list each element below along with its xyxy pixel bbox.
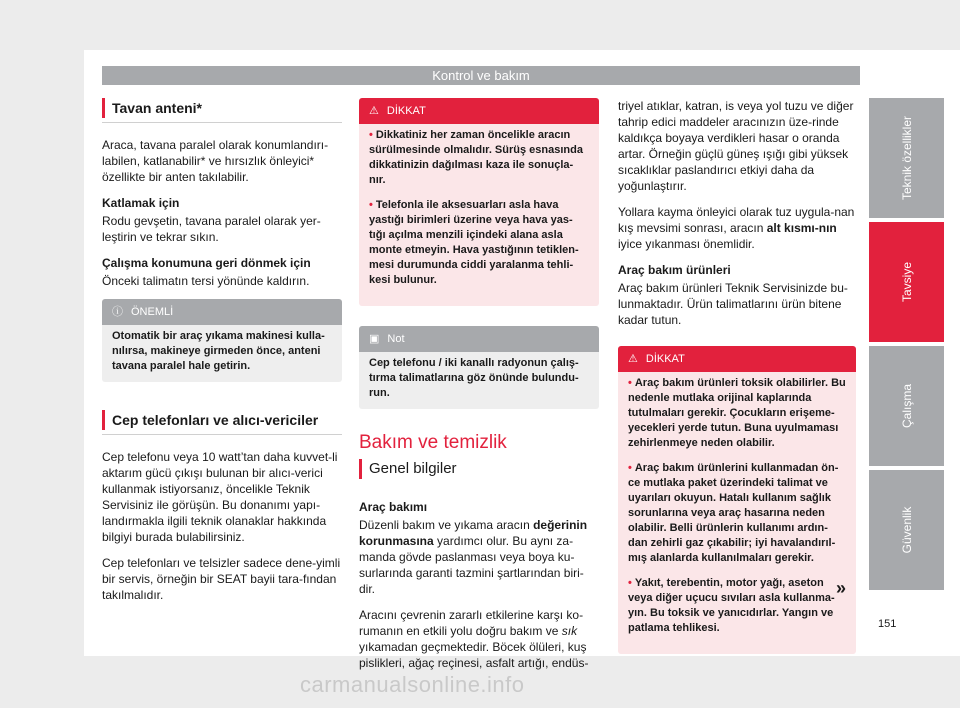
paragraph: Aracını çevrenin zararlı etkilerine karşı ko-rumanın en etkili yolu doğru bakım ve sık yıkamadan geçmektedir. Böcek ölüleri, kuş pislikleri, ağaç reçinesi, asfalt artığı, endüs- <box>359 608 589 670</box>
section-title-genel-bilgiler: Genel bilgiler <box>359 459 599 483</box>
page-number: 151 <box>878 618 897 630</box>
warning-box <box>359 98 599 306</box>
subheading-katlamak: Katlamak için <box>102 196 180 210</box>
warning-item: • Telefonla ile aksesuarları asla hava yastığı birimleri üzerine veya hava yas-tığı açılma menzili içindeki alana asla monte etmeyin. Hava yastığının tetiklen-mesi durumunda ciddi yaralanma tehli-kesi bulunur. <box>369 199 579 286</box>
note-header <box>359 326 599 352</box>
section-title-cep-telefonlari: Cep telefonları ve alıcı-vericiler <box>102 410 342 435</box>
section-title-tavan-anteni: Tavan anteni* <box>102 98 342 123</box>
warning-box <box>618 346 856 654</box>
warning-label: DİKKAT <box>645 353 685 365</box>
paragraph: Araca, tavana paralel olarak konumlandırı-labilen, katlanabilir* ve hırsızlık önleyici* özellikte bir anten takılabilir. <box>102 138 329 184</box>
important-text: Otomatik bir araç yıkama makinesi kulla-nılırsa, makineye girmeden önce, anteni tavana paralel hale getirin. <box>102 325 342 382</box>
paragraph: Önceki talimatın tersi yönünde kaldırın. <box>102 274 310 288</box>
warning-header <box>359 98 599 124</box>
watermark: carmanualsonline.info <box>300 672 525 697</box>
warning-triangle-icon: ⚠ <box>628 353 638 365</box>
column-3 <box>618 98 856 668</box>
subheading-calisma: Çalışma konumuna geri dönmek için <box>102 256 311 270</box>
warning-item: • Dikkatiniz her zaman öncelikle aracın sürülmesinde olmalıdır. Sürüş esnasında dikkatinizin dağılması kaza ile sonuçla-nır. <box>369 129 583 186</box>
warning-body <box>359 124 599 306</box>
paragraph: Rodu gevşetin, tavana paralel olarak yer-leştirin ve tekrar sıkın. <box>102 214 321 244</box>
paragraph: Cep telefonları ve telsizler sadece dene-yimli bir servis, örneğin bir SEAT bayii tara-fından takılmalıdır. <box>102 556 341 602</box>
continue-arrow-icon: » <box>836 578 847 598</box>
tab-guvenlik[interactable]: Güvenlik <box>869 470 944 590</box>
page-header: Kontrol ve bakım <box>102 66 860 85</box>
warning-triangle-icon: ⚠ <box>369 105 379 117</box>
column-1 <box>102 98 342 613</box>
info-circle-icon: ⓘ <box>112 306 123 318</box>
important-box <box>102 299 342 382</box>
note-text: Cep telefonu / iki kanallı radyonun çalış-tırma talimatlarına göz önünde bulundu-run. <box>359 352 599 409</box>
column-2 <box>359 98 599 681</box>
important-label: ÖNEMLİ <box>131 306 174 318</box>
paragraph: Düzenli bakım ve yıkama aracın değerinin korunmasına yardımcı olur. Bu aynı za-manda gövde paslanması veya boya ku-surlarında garanti tazmini şartlarından biri-dir. <box>359 518 588 596</box>
warning-header <box>618 346 856 372</box>
note-icon: ▣ <box>369 333 380 345</box>
paragraph: Cep telefonu veya 10 watt’tan daha kuvvet-li aktarım gücü çıkışı bulunan bir alıcı-verici kullanmak istiyorsanız, öncelikle Teknik Servisiniz ile görüşün. Bu donanımı yapı-landırmakla ilgili teknik olanaklar hakkında bilgiyi burada bulabilirsiniz. <box>102 450 338 544</box>
tab-teknik-ozellikler[interactable]: Teknik özellikler <box>869 98 944 218</box>
subheading-arac-bakimi: Araç bakımı <box>359 500 428 514</box>
paragraph: Yollara kayma önleyici olarak tuz uygula-nan kış mevsimi sonrası, aracın alt kısmı-nın iyice yıkanması önemlidir. <box>618 205 855 251</box>
paragraph: Araç bakım ürünleri Teknik Servisinizde bu-lunmaktadır. Ürün talimatlarını ürün bitene kadar tutun. <box>618 281 848 327</box>
tab-calisma[interactable]: Çalışma <box>869 346 944 466</box>
warning-item: • Yakıt, terebentin, motor yağı, aseton veya diğer uçucu sıvıları asla kullanma-yın. Bu toksik ve yanıcıdırlar. Yangın ve patlama tehlikesi. <box>628 577 835 634</box>
warning-item: • Araç bakım ürünlerini kullanmadan ön-ce mutlaka paket üzerindeki talimat ve uyarıları okuyun. Hatalı kullanım sağlık sorunlarına veya araç hasarına neden olabilir. Belli ürünlerin kullanımı ardın-dan zehirli gaz çıkabilir; iyi havalandırıl-mış alanlarda kullanılmaları gerekir. <box>628 462 839 564</box>
warning-label: DİKKAT <box>386 105 426 117</box>
note-box <box>359 326 599 409</box>
warning-item: • Araç bakım ürünleri toksik olabilirler. Bu nedenle mutlaka orijinal kaplarında tutulmaları gerekir. Çocukların erişeme-yecekleri yerde tutun. Buna uyulmaması zehirlenmeye neden olabilir. <box>628 377 846 449</box>
chapter-tabs <box>869 98 944 594</box>
subheading-bakim-urunleri: Araç bakım ürünleri <box>618 263 731 277</box>
note-label: Not <box>387 333 405 345</box>
important-header <box>102 299 342 325</box>
tab-tavsiye[interactable]: Tavsiye <box>869 222 944 342</box>
warning-body <box>618 372 856 654</box>
paragraph: triyel atıklar, katran, is veya yol tuzu ve diğer tahrip edici maddeler aracınızın üze-rinde kaldıkça boyaya verdikleri hasar o oranda artar. Örneğin güçlü güneş ışığı gibi yüksek sıcaklıklar paslandırıcı etkiyi daha da yoğunlaştırır. <box>618 99 854 193</box>
chapter-title: Bakım ve temizlik <box>359 432 507 453</box>
